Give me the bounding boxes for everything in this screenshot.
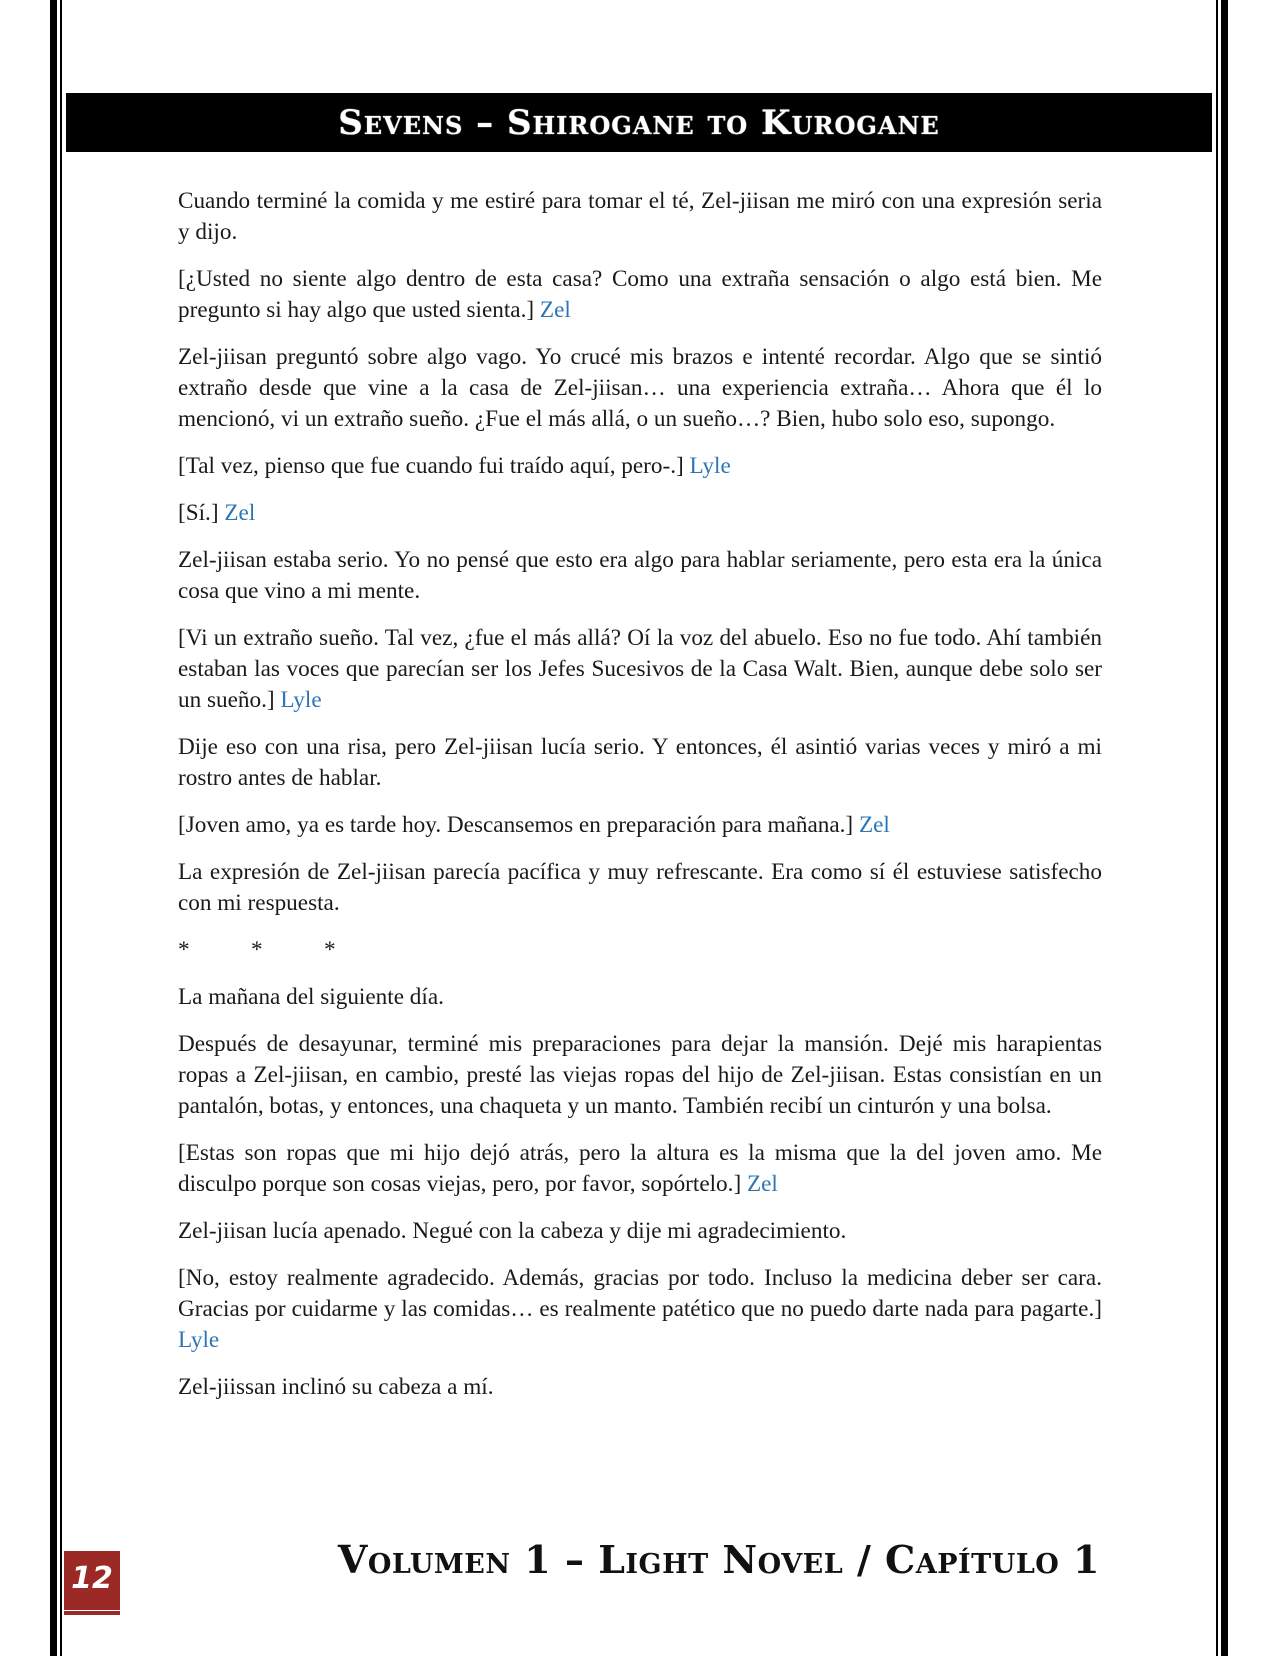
paragraph (178, 1372, 1102, 1403)
dialogue-paragraph (178, 1138, 1102, 1200)
paragraph (178, 732, 1102, 794)
speaker-tag: Zel (746, 1171, 778, 1197)
speaker-tag: Zel (224, 500, 256, 526)
paragraph-text: Zel-jiisan estaba serio. Yo no pensé que esto era algo para hablar seriamente, pero esta era la única cosa que vino a mi mente. (178, 547, 1102, 604)
page-header-title: Sevens – Shirogane to Kurogane (338, 102, 940, 143)
paragraph (178, 545, 1102, 607)
paragraph-text: Dije eso con una risa, pero Zel-jiisan lucía serio. Y entonces, él asintió varias veces y miró a mi rostro antes de hablar. (178, 734, 1102, 791)
scene-separator (178, 935, 1102, 966)
body-text (178, 186, 1102, 1419)
dialogue-text: [¿Usted no siente algo dentro de esta casa? Como una extraña sensación o algo está bien. Me pregunto si hay algo que usted sienta.] (178, 266, 1102, 323)
paragraph (178, 342, 1102, 435)
paragraph-text: La expresión de Zel-jiisan parecía pacífica y muy refrescante. Era como sí él estuviese satisfecho con mi respuesta. (178, 859, 1102, 916)
paragraph-text: Zel-jiisan preguntó sobre algo vago. Yo crucé mis brazos e intenté recordar. Algo que se sintió extraño desde que vine a la casa de Zel-jiisan… una experiencia extraña… Ahora que él lo mencionó, vi un extraño sueño. ¿Fue el más allá, o un sueño…? Bien, hubo solo eso, supongo. (178, 344, 1102, 432)
speaker-tag: Zel (858, 812, 890, 838)
dialogue-text: [Estas son ropas que mi hijo dejó atrás, pero la altura es la misma que la del joven amo. Me disculpo porque son cosas viejas, pero, por favor, sopórtelo.] (178, 1140, 1102, 1197)
page-frame-left-outer (50, 0, 57, 1656)
dialogue-text: [Joven amo, ya es tarde hoy. Descansemos en preparación para mañana.] (178, 812, 854, 838)
paragraph-text: La mañana del siguiente día. (178, 984, 444, 1010)
paragraph (178, 186, 1102, 248)
dialogue-paragraph (178, 1263, 1102, 1356)
paragraph-text: Zel-jiisan lucía apenado. Negué con la cabeza y dije mi agradecimiento. (178, 1218, 847, 1244)
header-band (66, 93, 1212, 152)
paragraph-text: Después de desayunar, terminé mis preparaciones para dejar la mansión. Dejé mis harapientas ropas a Zel-jiisan, en cambio, presté las viejas ropas del hijo de Zel-jiisan. Estas consistían en un pantalón, botas, y entonces, una chaqueta y un manto. También recibí un cinturón y una bolsa. (178, 1031, 1102, 1119)
page-number: 12 (71, 1561, 113, 1596)
paragraph-text: Zel-jiissan inclinó su cabeza a mí. (178, 1374, 494, 1400)
dialogue-paragraph (178, 264, 1102, 326)
page-frame-right-inner (1216, 0, 1218, 1656)
page-number-underline (64, 1611, 120, 1615)
speaker-tag: Zel (539, 297, 571, 323)
footer-chapter-title: Volumen 1 – Light Novel / Capítulo 1 (337, 1537, 1100, 1582)
paragraph (178, 857, 1102, 919)
dialogue-text: [Vi un extraño sueño. Tal vez, ¿fue el más allá? Oí la voz del abuelo. Eso no fue todo. Ahí también estaban las voces que parecían ser los Jefes Sucesivos de la Casa Walt. Bien, aunque debe solo ser un sueño.] (178, 625, 1102, 713)
dialogue-paragraph (178, 623, 1102, 716)
paragraph (178, 982, 1102, 1013)
speaker-tag: Lyle (280, 687, 322, 713)
dialogue-text: [No, estoy realmente agradecido. Además, gracias por todo. Incluso la medicina deber ser cara. Gracias por cuidarme y las comidas… es realmente patético que no puedo darte nada para pagarte.] (178, 1265, 1102, 1322)
speaker-tag: Lyle (178, 1327, 220, 1353)
paragraph-text: Cuando terminé la comida y me estiré para tomar el té, Zel-jiisan me miró con una expresión seria y dijo. (178, 188, 1102, 245)
paragraph (178, 1029, 1102, 1122)
paragraph (178, 1216, 1102, 1247)
dialogue-paragraph (178, 451, 1102, 482)
dialogue-paragraph (178, 498, 1102, 529)
separator-asterisk: * (251, 937, 263, 963)
separator-asterisk: * (178, 937, 190, 963)
separator-asterisk: * (324, 937, 336, 963)
dialogue-text: [Tal vez, pienso que fue cuando fui traído aquí, pero-.] (178, 453, 684, 479)
page-frame-left-inner (60, 0, 62, 1656)
page-frame-right-outer (1221, 0, 1228, 1656)
dialogue-text: [Sí.] (178, 500, 219, 526)
dialogue-paragraph (178, 810, 1102, 841)
speaker-tag: Lyle (689, 453, 731, 479)
